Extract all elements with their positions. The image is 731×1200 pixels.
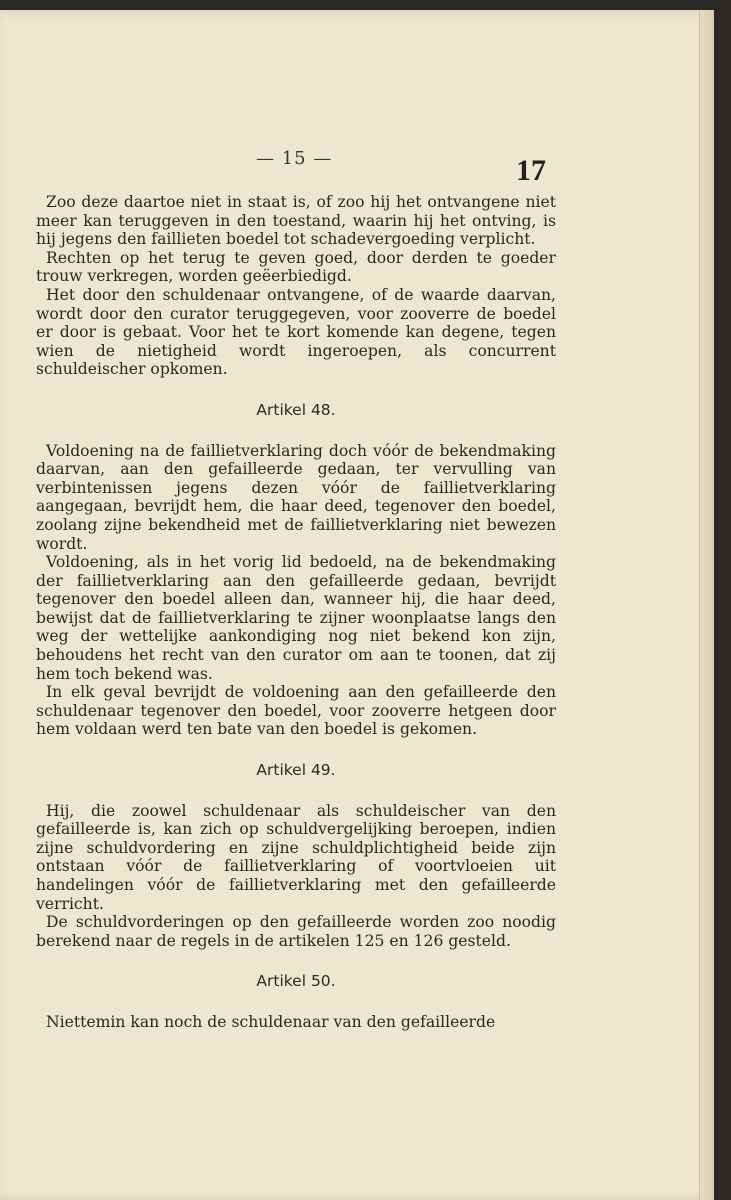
paragraph: Rechten op het terug te geven goed, door derden te goeder trouw verkregen, worden geëerbiedigd. xyxy=(36,248,556,286)
article-heading: Artikel 49. xyxy=(256,761,336,780)
page-edge xyxy=(699,10,714,1200)
page-folio: — 15 — xyxy=(256,148,333,169)
paragraph: In elk geval bevrijdt de voldoening aan den gefailleerde den schuldenaar tegenover den boedel, voor zooverre hetgeen door hem voldaan werd ten bate van den boedel is gekomen. xyxy=(36,683,556,739)
article-heading: Artikel 48. xyxy=(256,400,336,419)
paragraph: Het door den schuldenaar ontvangene, of de waarde daarvan, wordt door den curator teruggegeven, voor zooverre de boedel er door is gebaat. Voor het te kort komende kan degene, tegen wien de nietigheid wordt ingeroepen, als concurrent schuldeischer opkomen. xyxy=(36,285,556,379)
paragraph: Hij, die zoowel schuldenaar als schuldeischer van den gefailleerde is, kan zich op schuldvergelijking beroepen, indien zijne schuldvordering en zijne schuldplichtigheid beide zijn ontstaan vóór de faillietverklaring of voortvloeien uit handelingen vóór de faillietverklaring met den gefailleerde verricht. xyxy=(36,801,556,913)
article-heading: Artikel 50. xyxy=(256,972,336,991)
paragraph: Voldoening na de faillietverklaring doch vóór de bekendmaking daarvan, aan den gefailleerde gedaan, ter vervulling van verbintenissen jegens dezen vóór de faillietverklaring aangegaan, bevrijdt hem, die haar deed, tegenover den boedel, zoolang zijne bekendheid met de faillietverklaring niet bewezen wordt. xyxy=(36,441,556,553)
paragraph: Zoo deze daartoe niet in staat is, of zoo hij het ontvangene niet meer kan teruggeven in den toestand, waarin hij het ontving, is hij jegens den faillieten boedel tot schadevergoeding verplicht. xyxy=(36,193,556,249)
paragraph: Voldoening, als in het vorig lid bedoeld, na de bekendmaking der faillietverklaring aan den gefailleerde gedaan, bevrijdt tegenover den boedel alleen dan, wanneer hij, die haar deed, bewijst dat de faillietverklaring te zijner woonplaatse langs den weg der wettelijke aankondiging nog niet bekend kon zijn, behoudens het recht van den curator om aan te toonen, dat zij hem toch bekend was. xyxy=(36,553,556,683)
body-text xyxy=(36,193,556,1032)
stamped-page-number: 17 xyxy=(516,154,546,187)
paragraph: De schuldvorderingen op den gefailleerde worden zoo noodig berekend naar de regels in de artikelen 125 en 126 gesteld. xyxy=(36,913,556,950)
paragraph: Niettemin kan noch de schuldenaar van den gefailleerde xyxy=(46,1012,496,1031)
book-page xyxy=(0,10,714,1200)
